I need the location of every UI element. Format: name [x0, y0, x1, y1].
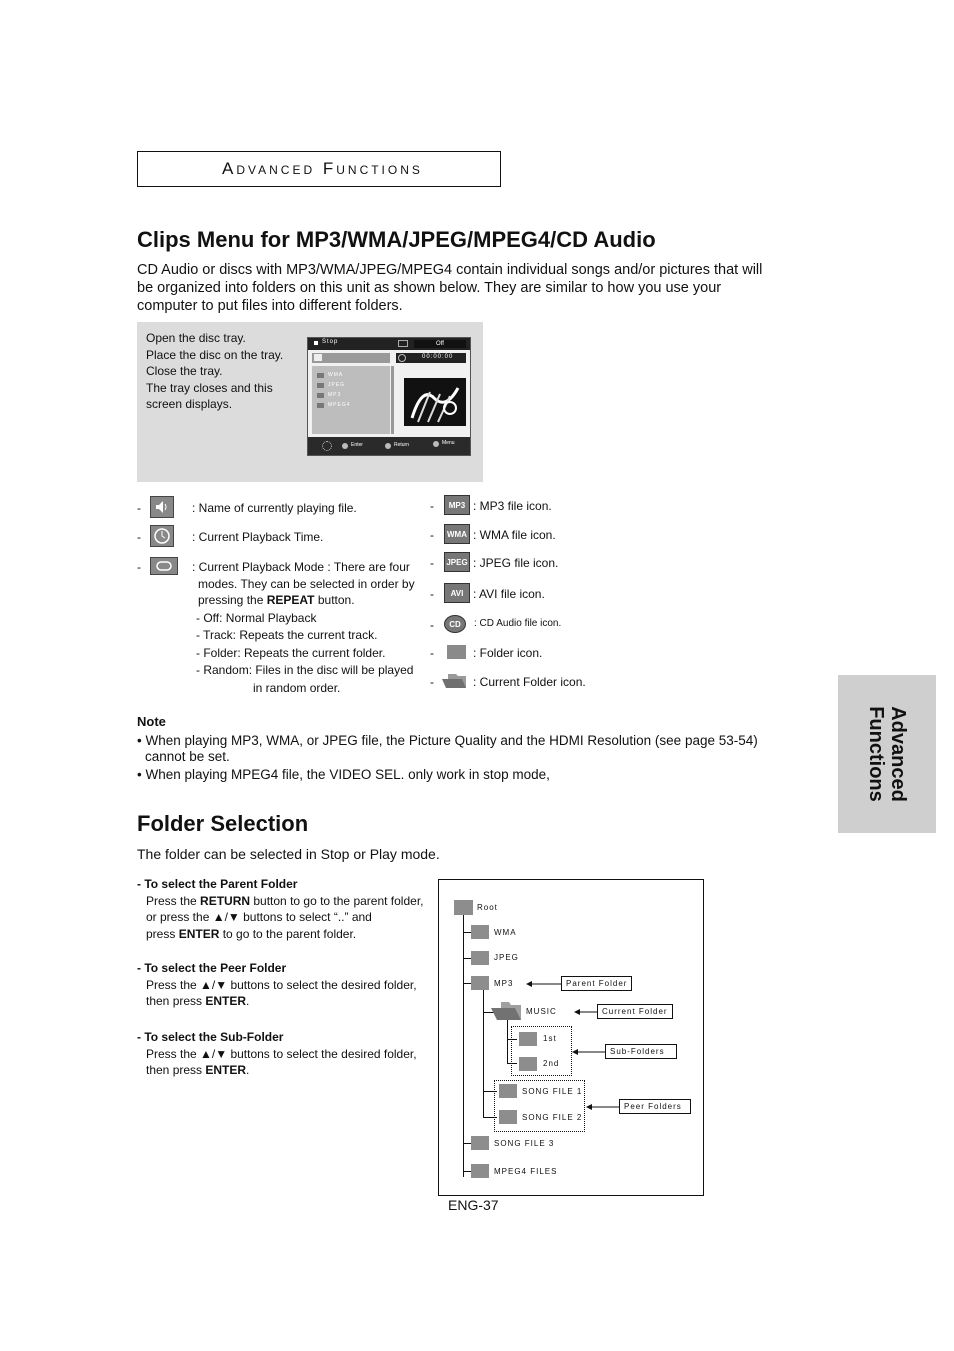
intro-line: CD Audio or discs with MP3/WMA/JPEG/MPEG4 contain individual songs and/or pictures that will: [137, 262, 763, 278]
legend-text: : Folder icon.: [473, 646, 543, 660]
note-heading: Note: [137, 714, 166, 729]
tree-2nd[interactable]: 2nd: [543, 1059, 560, 1068]
legend-text: : JPEG file icon.: [473, 556, 559, 570]
legend-text: : MP3 file icon.: [473, 499, 552, 513]
list-item[interactable]: MPEG4: [328, 402, 351, 408]
legend-dash: -: [430, 528, 434, 542]
wma-icon: WMA: [444, 524, 470, 544]
legend-dash: -: [430, 556, 434, 570]
screen-file-list[interactable]: [312, 366, 390, 434]
tree-song3[interactable]: SONG FILE 3: [494, 1139, 555, 1148]
screen-scrollbar[interactable]: [391, 366, 394, 434]
cd-icon: CD: [444, 615, 466, 633]
page-number: ENG-37: [448, 1197, 499, 1213]
screen-top-bar: [308, 338, 470, 350]
tree-song2[interactable]: SONG FILE 2: [522, 1113, 583, 1122]
note-bullet: • When playing MP3, WMA, or JPEG file, the Picture Quality and the HDMI Resolution (see page 53-54): [137, 733, 758, 748]
mode-line: modes. They can be selected in order by: [198, 576, 415, 591]
jpeg-icon: JPEG: [444, 552, 470, 572]
enter-icon: [342, 443, 348, 449]
section-header-box: [137, 151, 501, 187]
callout-sub-folders: Sub-Folders: [605, 1044, 677, 1059]
screen-time: 00:00:00: [422, 354, 454, 360]
instruction-line: then press ENTER.: [146, 994, 250, 1008]
screen-mode: Off: [414, 340, 466, 348]
footer-enter[interactable]: Enter: [351, 442, 363, 448]
tree-wma[interactable]: WMA: [494, 928, 517, 937]
legend-text: : Current Folder icon.: [473, 675, 586, 689]
instruction-line: Press the ▲/▼ buttons to select the desired folder,: [146, 1046, 417, 1061]
tree-music[interactable]: MUSIC: [526, 1007, 557, 1016]
clips-intro: [137, 261, 817, 315]
callout-current-folder: Current Folder: [597, 1004, 673, 1019]
callout-peer-folders: Peer Folders: [619, 1099, 691, 1114]
legend-dash: -: [137, 501, 141, 515]
folder-icon: [447, 645, 466, 659]
clips-title: Clips Menu for MP3/WMA/JPEG/MPEG4/CD Audio: [137, 227, 656, 252]
screen-time-row: [396, 353, 466, 363]
screen-file-row: [312, 353, 390, 363]
legend-text: : AVI file icon.: [473, 587, 545, 601]
mode-folder: - Folder: Repeats the current folder.: [196, 645, 386, 660]
mode-random: - Random: Files in the disc will be played: [196, 663, 414, 677]
repeat-icon: [398, 340, 408, 347]
folder-selection-title: Folder Selection: [137, 811, 309, 836]
mode-track: - Track: Repeats the current track.: [196, 628, 378, 642]
side-tab-line1: Advanced: [887, 706, 909, 802]
note-bullet-cont: cannot be set.: [145, 749, 230, 764]
instruction-heading: - To select the Sub-Folder: [137, 1030, 284, 1044]
tree-1st[interactable]: 1st: [543, 1034, 557, 1043]
list-item[interactable]: JPEG: [328, 382, 346, 388]
legend-text: : Current Playback Mode : There are four: [192, 560, 410, 574]
legend-dash: -: [137, 560, 141, 574]
legend-dash: -: [430, 646, 434, 660]
legend-text: : Name of currently playing file.: [192, 501, 357, 515]
folder-selection-subtitle: The folder can be selected in Stop or Play mode.: [137, 846, 440, 862]
side-tab-line2: Functions: [865, 706, 887, 802]
note-bullets: [137, 733, 827, 783]
clock-icon: [150, 525, 174, 547]
legend-text: : Current Playback Time.: [192, 530, 324, 544]
list-item[interactable]: WMA: [328, 372, 344, 378]
footer-menu[interactable]: Menu: [442, 440, 455, 446]
legend-dash: -: [137, 530, 141, 544]
legend-dash: -: [430, 675, 434, 689]
instruction-heading: - To select the Peer Folder: [137, 961, 287, 975]
mode-random-cont: in random order.: [253, 680, 341, 695]
screen-footer: [308, 437, 470, 455]
speaker-icon: [314, 354, 322, 361]
instruction-line: or press the ▲/▼ buttons to select “..” and: [146, 910, 372, 924]
note-bullet: • When playing MPEG4 file, the VIDEO SEL. only work in stop mode,: [137, 767, 550, 782]
intro-line: computer to put files into different folders.: [137, 298, 403, 314]
mode-line: pressing the REPEAT button.: [198, 593, 355, 607]
mp3-icon: MP3: [444, 495, 470, 515]
panel-instructions: [146, 330, 296, 413]
panel-line: The tray closes and this: [146, 380, 273, 395]
stop-icon: [314, 341, 318, 345]
panel-line: screen displays.: [146, 397, 233, 411]
mode-off: - Off: Normal Playback: [196, 610, 317, 625]
parent-folder-instructions: [137, 876, 427, 942]
instruction-line: press ENTER to go to the parent folder.: [146, 926, 357, 941]
instruction-line: Press the ▲/▼ buttons to select the desired folder,: [146, 977, 417, 992]
panel-line: Open the disc tray.: [146, 331, 246, 345]
side-tab: [838, 675, 936, 833]
screen-status: Stop: [322, 339, 339, 345]
callout-arrows: [439, 880, 703, 1195]
nav-icon: [322, 441, 332, 451]
tree-root[interactable]: Root: [477, 903, 498, 912]
playback-mode-desc: [192, 559, 422, 696]
panel-line: Place the disc on the tray.: [146, 347, 284, 362]
callout-parent-folder: Parent Folder: [561, 976, 632, 991]
legend-dash: -: [430, 587, 434, 601]
tree-song1[interactable]: SONG FILE 1: [522, 1087, 583, 1096]
tree-jpeg[interactable]: JPEG: [494, 953, 519, 962]
legend-dash: -: [430, 618, 434, 632]
list-item[interactable]: MP3: [328, 392, 342, 398]
clock-icon: [398, 354, 406, 362]
screen-mockup: [307, 337, 471, 456]
panel-line: Close the tray.: [146, 364, 223, 378]
sub-folder-instructions: [137, 1029, 427, 1079]
instruction-heading: - To select the Parent Folder: [137, 877, 298, 891]
repeat-icon: [150, 557, 178, 575]
peer-folder-instructions: [137, 960, 427, 1010]
footer-return[interactable]: Return: [394, 442, 410, 448]
legend-dash: -: [430, 499, 434, 513]
tree-mpeg4[interactable]: MPEG4 FILES: [494, 1167, 558, 1176]
intro-line: be organized into folders on this unit as shown below. They are similar to how you use your: [137, 280, 722, 296]
preview-image: [404, 378, 466, 426]
instruction-line: Press the RETURN button to go to the parent folder,: [146, 893, 424, 908]
tree-mp3[interactable]: MP3: [494, 979, 514, 988]
legend-text: : WMA file icon.: [473, 528, 556, 542]
return-icon: [385, 443, 391, 449]
avi-icon: AVI: [444, 583, 470, 603]
instruction-line: then press ENTER.: [146, 1063, 250, 1077]
legend-text: : CD Audio file icon.: [474, 618, 562, 629]
speaker-icon: [150, 496, 174, 518]
folder-tree-diagram: [438, 879, 704, 1196]
open-folder-icon: [442, 674, 468, 688]
section-header: Advanced Functions: [222, 159, 423, 178]
menu-icon: [433, 441, 439, 447]
